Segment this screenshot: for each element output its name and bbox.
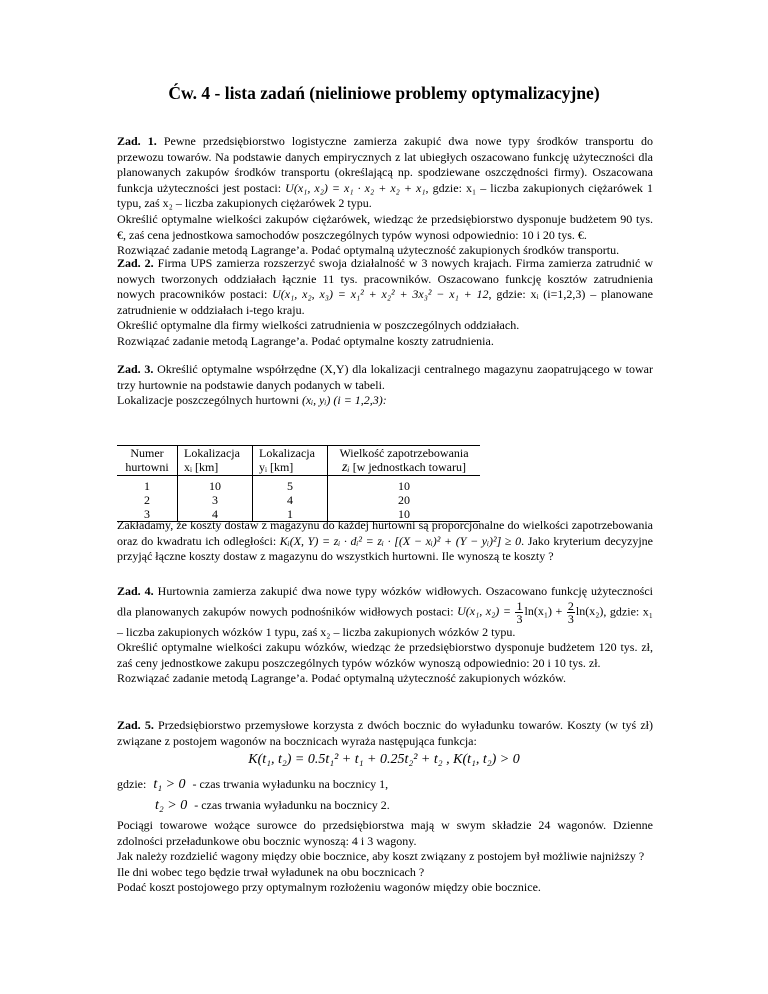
task-4 — [117, 584, 653, 687]
task-1-formula: U(x₁, x₂) = x₁ · x₂ + x₂ + x₁ — [285, 180, 426, 195]
task-5-question-2: Ile dni wobec tego będzie trwał wyładunek na obu bocznicach ? — [117, 864, 425, 879]
table-row: 2 3 4 20 — [117, 493, 480, 507]
task-5-intro: Przedsiębiorstwo przemysłowe korzysta z dwóch bocznic do wyładunku towarów. Koszty (w tyś zł) związane z postojem wagonów na bocznicach wyraża następująca funkcja: — [117, 718, 653, 748]
task-3-locations-caption: Lokalizacje poszczególnych hurtowni — [117, 393, 299, 408]
task-3-cost-text: Zakładamy, że koszty dostaw z magazynu do każdej hurtowni są proporcjonalne do wielkości zapotrzebowania oraz do kwadratu ich odległości: — [117, 518, 653, 548]
task-2-intro: Firma UPS zamierza rozszerzyć swoja działalność w 3 nowych krajach. Firma zamierza zatrudnić w nowych tworzonych oddziałach łącznie 11 tys. pracowników. Oszacowano funkcję kosztów zatrudnienia nowych pracowników postaci: — [117, 256, 653, 302]
warehouse-table — [117, 445, 480, 522]
task-3-criterion: . Jako kryterium decyzyjne przyjąć łączne koszty dostaw z magazynu do wszystkich hurtowni. Ile wynoszą te koszty ? — [117, 533, 653, 564]
table-header-x: Lokalizacja xᵢ [km] — [178, 446, 253, 476]
task-5 — [117, 718, 653, 749]
task-4-question: Określić optymalne wielkości zakupu wózków, wiedząc że przedsiębiorstwo dysponuje budżetem 120 tys. zł, zaś ceny jednostkowe zakupu poszczególnych typów wózków wynoszą odpowiednio: 20 i 10 tys. zł. — [117, 640, 653, 670]
task-2-method: Rozwiązać zadanie metodą Lagrange’a. Podać optymalne koszty zatrudnienia. — [117, 333, 494, 348]
task-3-intro: Określić optymalne współrzędne (X,Y) dla lokalizacji centralnego magazynu zaopatrującego w towar trzy hurtownie na podstawie danych podanych w tabeli. — [117, 362, 653, 392]
page-title: Ćw. 4 - lista zadań (nieliniowe problemy optymalizacyjne) — [168, 83, 600, 103]
task-5-formula: K(t₁, t₂) = 0.5t₁² + t₁ + 0.25t₂² + t₂ , K(t₁, t₂) > 0 — [248, 752, 520, 767]
task-1-question: Określić optymalne wielkości zakupów ciężarówek, wiedząc że przedsiębiorstwo dysponuje budżetem 90 tys. €, zaś cena jednostkowa samochodów poszczególnych typów wynosi odpowiednio: 10 i 20 tys. €. — [117, 211, 653, 242]
task-4-label: Zad. 4. — [117, 584, 154, 598]
task-3-label: Zad. 3. — [117, 362, 154, 376]
task-2-label: Zad. 2. — [117, 256, 154, 270]
task-1-variables: , gdzie: x₁ – liczba zakupionych ciężarówek 1 typu, zaś x₂ – liczba zakupionych ciężarówek 2 typu. — [117, 180, 653, 211]
task-2-question: Określić optymalne dla firmy wielkości zatrudnienia w poszczególnych oddziałach. — [117, 318, 520, 333]
task-5-trains: Pociągi towarowe wożące surowce do przedsiębiorstwa mają w swym składzie 24 wagonów. Dzienne zdolności przeładunkowe obu bocznic wynoszą: 4 i 3 wagony. — [117, 818, 653, 848]
task-4-variables: , gdzie: x₁ – liczba zakupionych wózków 1 typu, zaś x₂ – liczba zakupionych wózków 2 typu. — [117, 603, 653, 639]
task-1-intro: Pewne przedsiębiorstwo logistyczne zamierza zakupić dwa nowe typy środków transportu do przewozu towarów. Na podstawie danych empirycznych z lat ubiegłych oszacowano funkcję użyteczności dla planowanych zakupów środków transportu (określającą np. spodziewane oszczędności firmy). Oszacowana funkcja użyteczności jest postaci: — [117, 134, 654, 195]
task-5-body — [117, 818, 653, 896]
task-1-label: Zad. 1. — [117, 134, 157, 148]
task-5-label: Zad. 5. — [117, 718, 154, 732]
task-3-formula: Kᵢ(X, Y) = zᵢ · dᵢ² = zᵢ · [(X − xᵢ)² + (Y − yᵢ)²] ≥ 0 — [279, 533, 522, 548]
task-2 — [117, 256, 653, 350]
task-5-where-2: t₂ > 0 - czas trwania wyładunku na bocznicy 2. — [155, 798, 390, 813]
task-1 — [117, 134, 653, 259]
task-5-question-1: Jak należy rozdzielić wagony między obie bocznice, aby koszt związany z postojem był możliwie najniższy ? — [117, 849, 645, 864]
task-3 — [117, 362, 653, 409]
table-row: 1 10 5 10 — [117, 476, 480, 494]
table-header-number: Numer hurtowni — [117, 446, 178, 476]
task-4-formula: U(x₁, x₂) = $\frac{1}{3}$ ln(x₁) + $\frac{2}{3}$ ln(x₂) — [457, 598, 604, 626]
task-1-method: Rozwiązać zadanie metodą Lagrange’a. Podać optymalną użyteczność zakupionych środków transportu. — [117, 243, 620, 258]
table-row: 3 4 1 10 — [117, 507, 480, 522]
task-3-locations-math: (xᵢ, yᵢ) (i = 1,2,3): — [301, 393, 387, 408]
task-4-intro: Hurtownia zamierza zakupić dwa nowe typy wózków widłowych. Oszacowano funkcję użyteczności dla planowanych zakupów nowych podnośników widłowych postaci: — [117, 584, 653, 618]
task-2-formula: U(x₁, x₂, x₃) = x₁² + x₂² + 3x₃² − x₁ + 12 — [272, 287, 489, 302]
table-header-y: Lokalizacja yᵢ [km] — [253, 446, 328, 476]
task-5-question-3: Podać koszt postojowego przy optymalnym rozłożeniu wagonów między obie bocznice. — [117, 880, 541, 895]
task-3-cost — [117, 518, 653, 565]
table-header-demand: Wielkość zapotrzebowania zᵢ [w jednostkach towaru] — [328, 446, 481, 476]
task-2-variables: , gdzie: xᵢ (i=1,2,3) – planowane zatrudnienie w oddziałach i-tego kraju. — [117, 287, 653, 317]
task-4-method: Rozwiązać zadanie metodą Lagrange’a. Podać optymalną użyteczność zakupionych wózków. — [117, 671, 567, 686]
task-5-where-1: gdzie: t₁ > 0 - czas trwania wyładunku na bocznicy 1, — [117, 777, 389, 792]
